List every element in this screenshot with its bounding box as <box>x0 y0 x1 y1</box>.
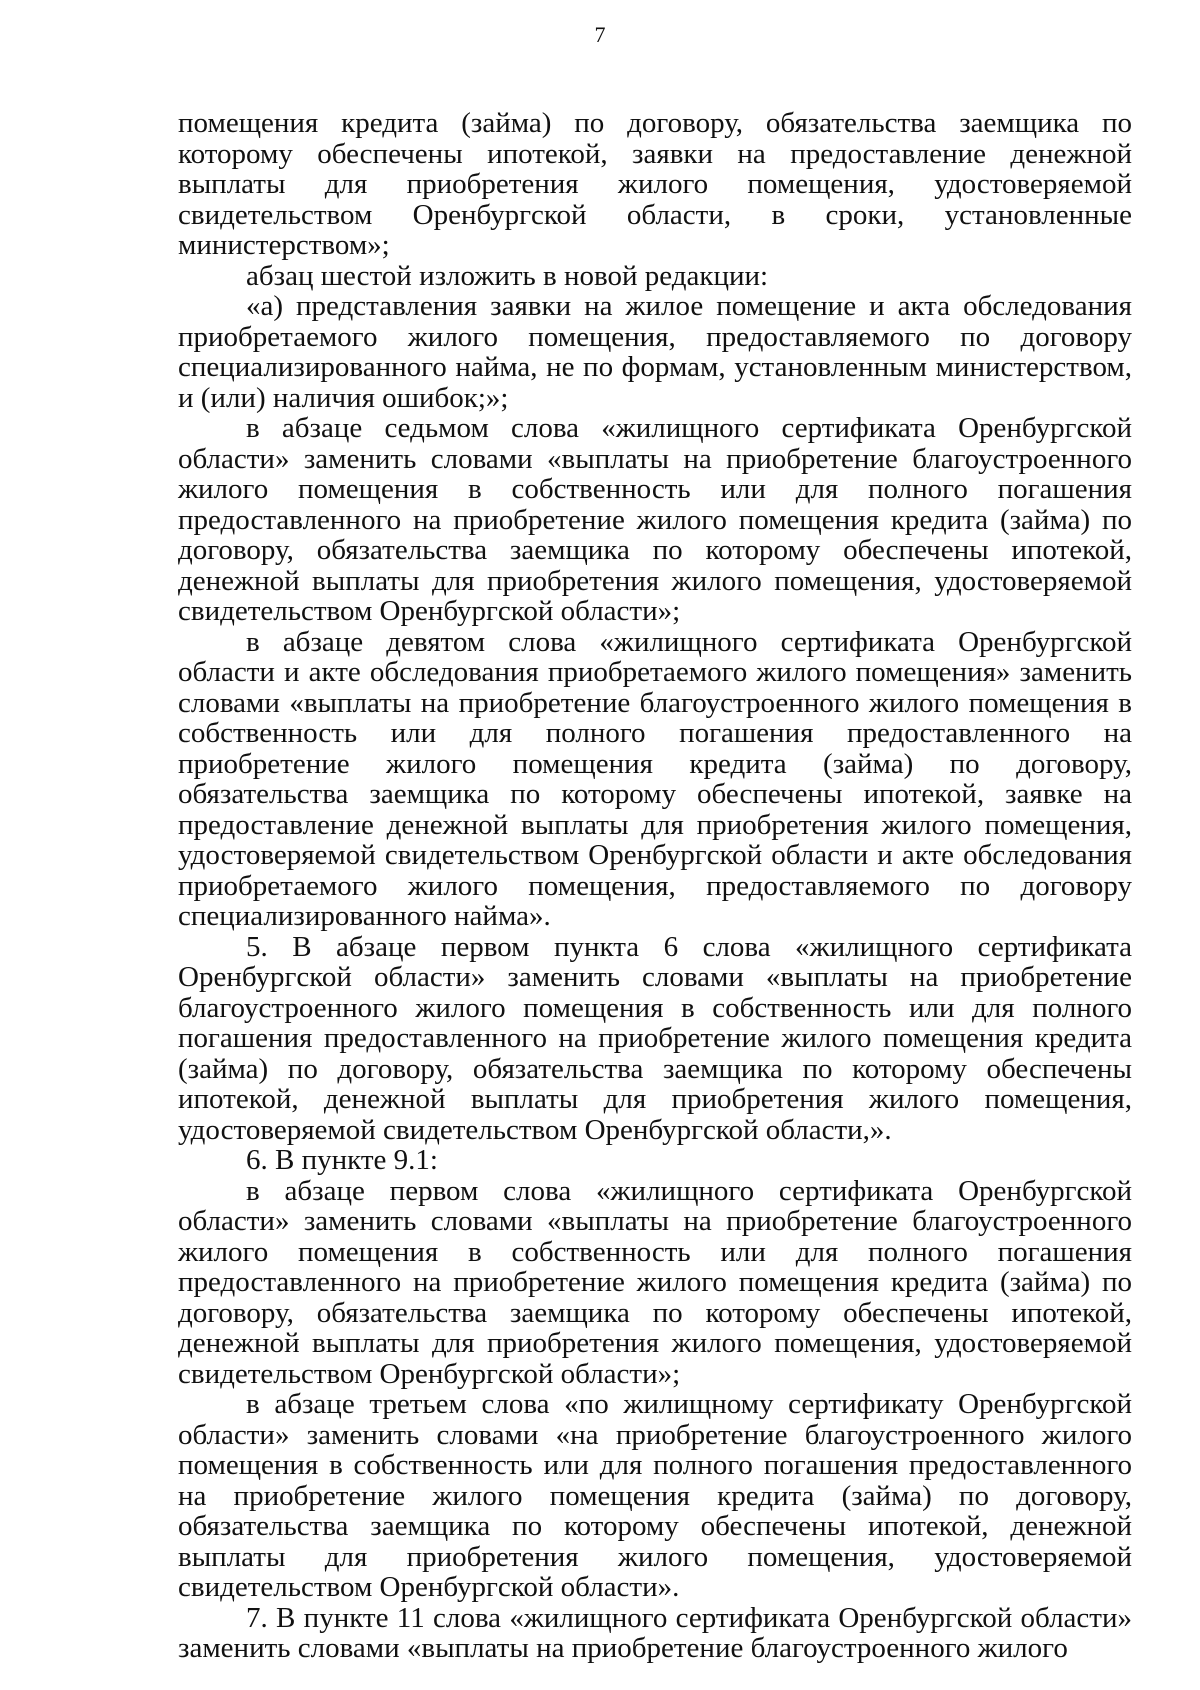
paragraph-abzac-sedmoy: в абзаце седьмом слова «жилищного сертификата Оренбургской области» заменить словами «выплаты на приобретение благоустроенного жилого помещения в собственность или для полного погашения предоставленного на приобретение жилого помещения кредита (займа) по договору, обязательства заемщика по которому обеспечены ипотекой, денежной выплаты для приобретения жилого помещения, удостоверяемой свидетельством Оренбургской области»; <box>178 412 1132 627</box>
paragraph-continuation: помещения кредита (займа) по договору, обязательства заемщика по которому обеспечены ипотекой, заявки на предоставление денежной выплаты для приобретения жилого помещения, удостоверяемой свидетельством Оренбургской области, в сроки, установленные министерством»; <box>178 107 1132 261</box>
document-body <box>178 108 1132 1664</box>
paragraph-item-6-abzac-tretiy: в абзаце третьем слова «по жилищному сертификату Оренбургской области» заменить словами «на приобретение благоустроенного жилого помещения в собственность или для полного погашения предоставленного на приобретение жилого помещения кредита (займа) по договору, обязательства заемщика по которому обеспечены ипотекой, денежной выплаты для приобретения жилого помещения, удостоверяемой свидетельством Оренбургской области». <box>178 1388 1132 1603</box>
page-number: 7 <box>594 22 606 47</box>
paragraph-item-7: 7. В пункте 11 слова «жилищного сертификата Оренбургской области» заменить словами «выплаты на приобретение благоустроенного жилого <box>178 1601 1132 1664</box>
paragraph-quoted-item-a: «а) представления заявки на жилое помещение и акта обследования приобретаемого жилого помещения, предоставляемого по договору специализированного найма, не по формам, установленным министерством, и (или) наличия ошибок;»; <box>178 290 1132 414</box>
paragraph-item-6: 6. В пункте 9.1: <box>246 1144 438 1176</box>
paragraph-item-5: 5. В абзаце первом пункта 6 слова «жилищного сертификата Оренбургской области» заменить словами «выплаты на приобретение благоустроенного жилого помещения в собственность или для полного погашения предоставленного на приобретение жилого помещения кредита (займа) по договору, обязательства заемщика по которому обеспечены ипотекой, денежной выплаты для приобретения жилого помещения, удостоверяемой свидетельством Оренбургской области,». <box>178 930 1132 1146</box>
paragraph-abzac-shestoy: абзац шестой изложить в новой редакции: <box>246 259 769 292</box>
paragraph-item-6-abzac-perviy: в абзаце первом слова «жилищного сертификата Оренбургской области» заменить словами «выплаты на приобретение благоустроенного жилого помещения в собственность или для полного погашения предоставленного на приобретение жилого помещения кредита (займа) по договору, обязательства заемщика по которому обеспечены ипотекой, денежной выплаты для приобретения жилого помещения, удостоверяемой свидетельством Оренбургской области»; <box>178 1174 1132 1390</box>
paragraph-abzac-devyatiy: в абзаце девятом слова «жилищного сертификата Оренбургской области и акте обследования приобретаемого жилого помещения» заменить словами «выплаты на приобретение благоустроенного жилого помещения в собственность или для полного погашения предоставленного на приобретение жилого помещения кредита (займа) по договору, обязательства заемщика по которому обеспечены ипотекой, заявке на предоставление денежной выплаты для приобретения жилого помещения, удостоверяемой свидетельством Оренбургской области и акте обследования приобретаемого жилого помещения, предоставляемого по договору специализированного найма». <box>178 625 1132 932</box>
